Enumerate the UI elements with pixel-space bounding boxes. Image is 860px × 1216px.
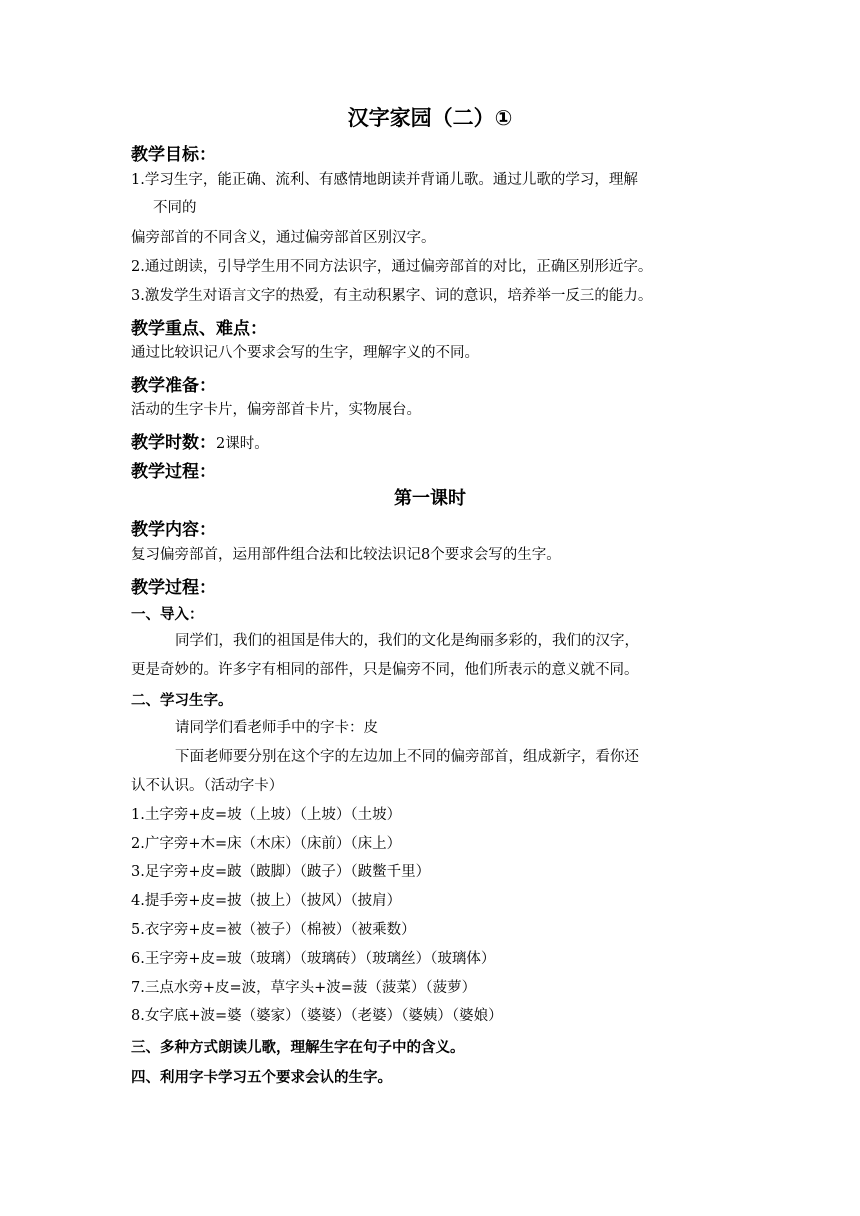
- process-heading: 教学过程：: [131, 462, 216, 482]
- objective-1-line-3: 偏旁部首的不同含义，通过偏旁部首区别汉字。: [131, 230, 436, 246]
- list-item: 6.王字旁+皮=玻（玻璃）（玻璃砖）（玻璃丝）（玻璃体）: [131, 951, 496, 967]
- section-1-para-line-1: 同学们，我们的祖国是伟大的，我们的文化是绚丽多彩的，我们的汉字，: [175, 633, 639, 649]
- key-points-text: 通过比较识记八个要求会写的生字，理解字义的不同。: [131, 345, 479, 361]
- hours-value: 2课时。: [216, 436, 269, 452]
- section-1-para-line-2: 更是奇妙的。许多字有相同的部件，只是偏旁不同，他们所表示的意义就不同。: [131, 662, 639, 678]
- list-item: 3.足字旁+皮=跛（跛脚）（跛子）（跛鳖千里）: [131, 864, 431, 880]
- objective-2: 2.通过朗读，引导学生用不同方法识字，通过偏旁部首的对比，正确区别形近字。: [131, 259, 653, 275]
- content-heading: 教学内容：: [131, 520, 216, 540]
- section-2-para-2-line-2: 认不认识。（活动字卡）: [131, 778, 284, 794]
- list-item: 7.三点水旁+皮=波，草字头+波=菠（菠菜）（菠萝）: [131, 980, 477, 996]
- section-2-para-2-line-1: 下面老师要分别在这个字的左边加上不同的偏旁部首，组成新字，看你还: [175, 749, 639, 765]
- objective-1-line-2: 不同的: [153, 200, 197, 216]
- section-4-heading: 四、利用字卡学习五个要求会认的生字。: [131, 1070, 392, 1086]
- objective-1-line-1: 1.学习生字，能正确、流利、有感情地朗读并背诵儿歌。通过儿歌的学习，理解: [131, 172, 638, 188]
- document-title: 汉字家园（二）①: [347, 106, 513, 130]
- list-item: 5.衣字旁+皮=被（被子）（棉被）（被乘数）: [131, 922, 416, 938]
- process2-heading: 教学过程：: [131, 578, 216, 598]
- preparation-text: 活动的生字卡片，偏旁部首卡片，实物展台。: [131, 402, 421, 418]
- lesson-title: 第一课时: [394, 488, 466, 509]
- list-item: 8.女字底+波=婆（婆家）（婆婆）（老婆）（婆姨）（婆娘）: [131, 1008, 503, 1024]
- key-points-heading: 教学重点、难点：: [131, 319, 267, 339]
- hours-line: [131, 428, 269, 453]
- section-2-para-1: 请同学们看老师手中的字卡：皮: [175, 720, 378, 736]
- list-item: 1.土字旁+皮=坡（上坡）（上坡）（土坡）: [131, 807, 402, 823]
- list-item: 2.广字旁+木=床（木床）（床前）（床上）: [131, 836, 402, 852]
- list-item: 4.提手旁+皮=披（披上）（披风）（披肩）: [131, 893, 402, 909]
- content-text: 复习偏旁部首，运用部件组合法和比较法识记8个要求会写的生字。: [131, 547, 561, 563]
- section-2-heading: 二、学习生字。: [131, 693, 233, 709]
- section-3-heading: 三、多种方式朗读儿歌，理解生字在句子中的含义。: [131, 1040, 465, 1056]
- objective-3: 3.激发学生对语言文字的热爱，有主动积累字、词的意识，培养举一反三的能力。: [131, 288, 653, 304]
- preparation-heading: 教学准备：: [131, 376, 216, 396]
- hours-heading: 教学时数：: [131, 433, 216, 453]
- section-1-heading: 一、导入：: [131, 607, 204, 623]
- objectives-heading: 教学目标：: [131, 145, 216, 165]
